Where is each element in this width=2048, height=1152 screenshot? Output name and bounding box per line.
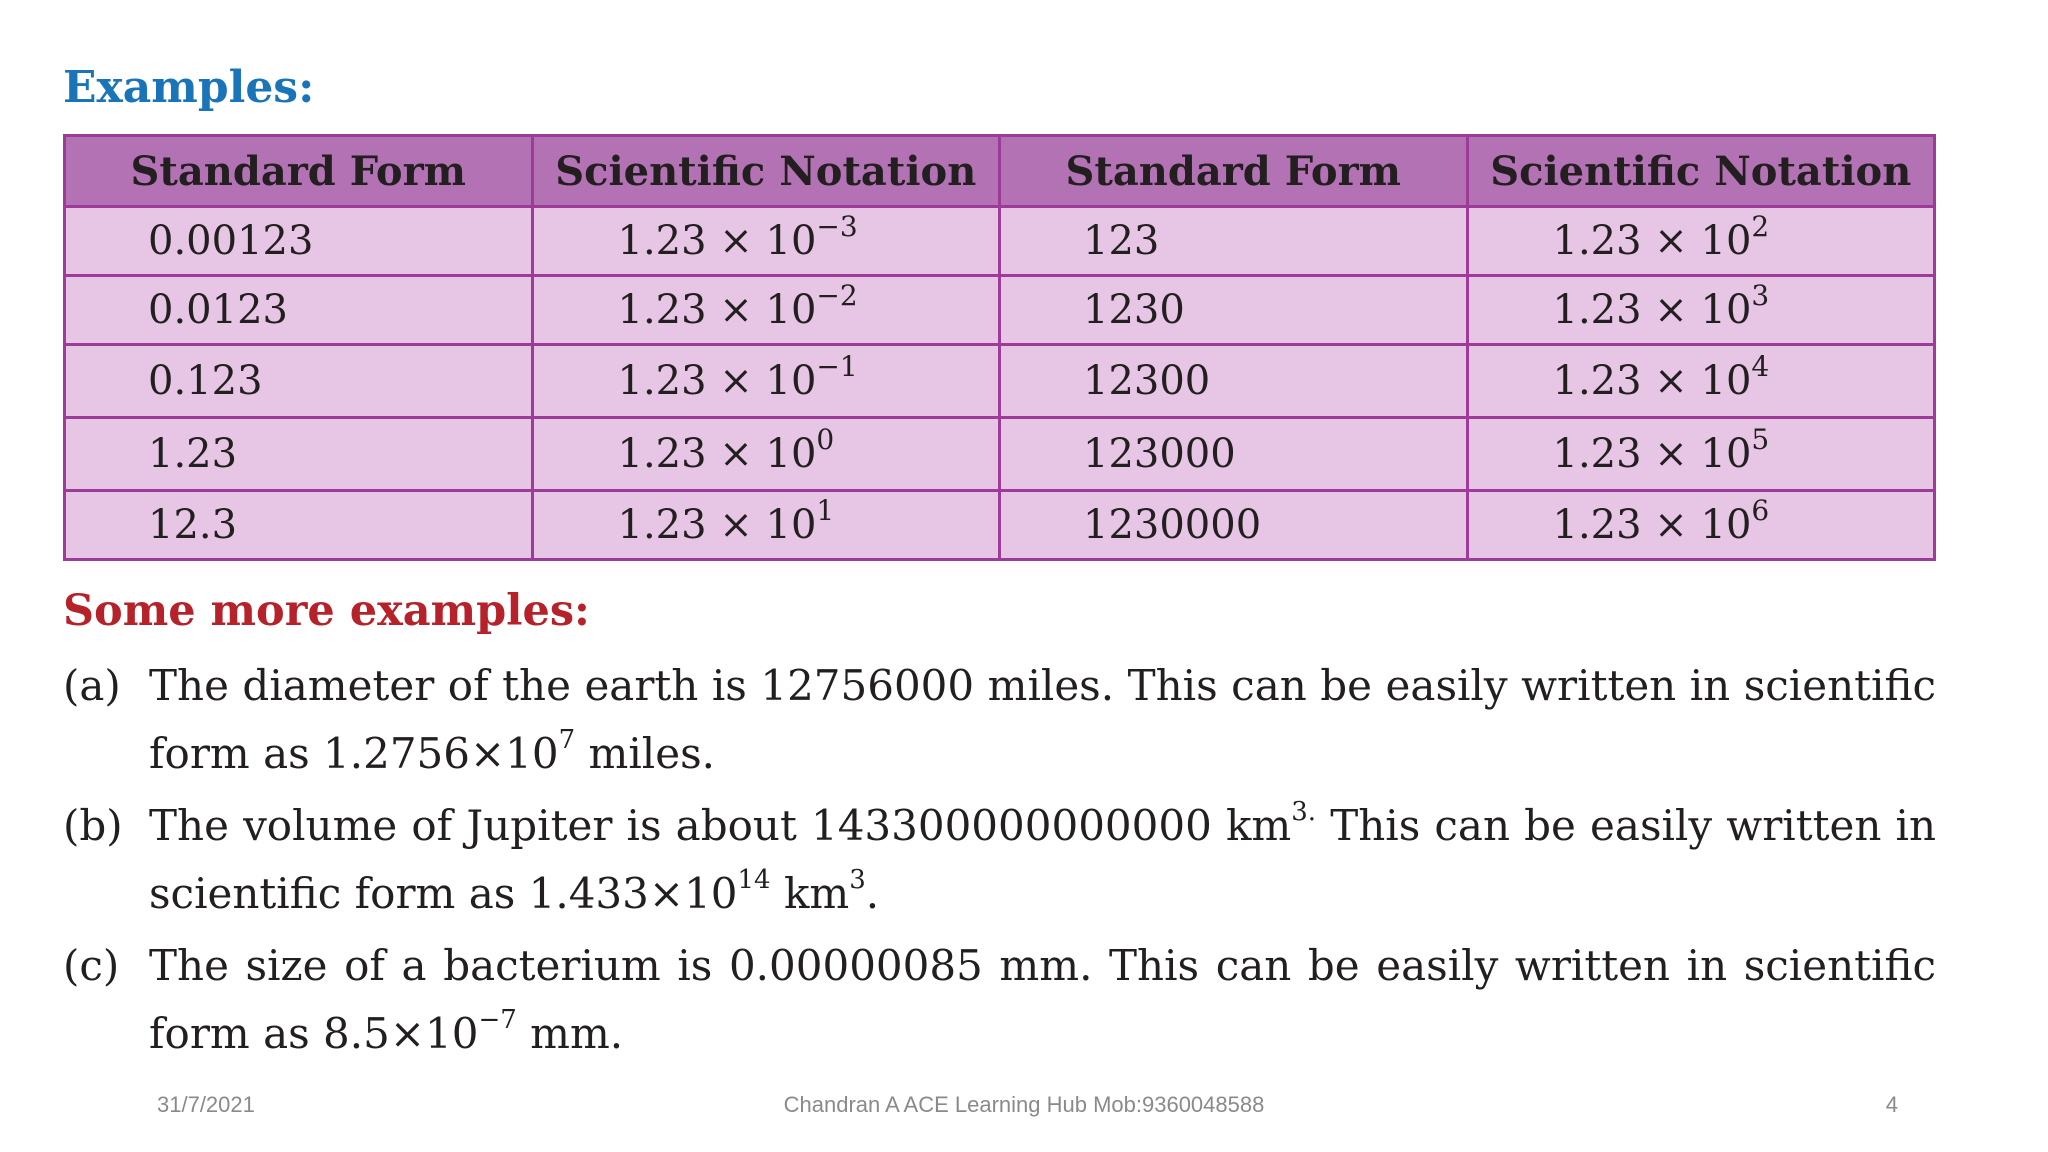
standard-form-cell: 1.23 <box>65 418 533 491</box>
slide-number: 4 <box>1885 1092 1898 1117</box>
scientific-notation-cell: $1.23 \times 10^5$ <box>1467 418 1935 491</box>
footer-credit: Chandran A ACE Learning Hub Mob:9360048588 <box>783 1092 1265 1117</box>
example-b <box>63 792 1936 928</box>
table-row <box>65 276 1935 345</box>
example-text: The diameter of the earth is 12756000 miles. This can be easily written in scientific form as $1.2756\times 10^7$ miles. <box>149 661 1936 778</box>
footer-date: 31/7/2021 <box>157 1092 255 1117</box>
scientific-notation-table <box>63 134 1936 561</box>
header-scientific-notation: Scientific Notation <box>1467 136 1935 207</box>
standard-form-cell: 123000 <box>1000 418 1468 491</box>
standard-form-cell: 0.00123 <box>65 207 533 276</box>
header-standard-form: Standard Form <box>65 136 533 207</box>
standard-form-cell: 1230000 <box>1000 491 1468 560</box>
example-text: The volume of Jupiter is about 143300000000000 $km^{3.}$ This can be easily written in scientific form as $1.433\times 10^{14}$ $km^3$. <box>149 797 1937 918</box>
example-a <box>63 652 1936 788</box>
table-row <box>65 207 1935 276</box>
scientific-notation-cell: $1.23 \times 10^6$ <box>1467 491 1935 560</box>
more-examples-heading: Some more examples: <box>63 586 590 636</box>
scientific-notation-cell: $1.23 \times 10^{-1}$ <box>532 345 1000 418</box>
scientific-notation-cell: $1.23 \times 10^2$ <box>1467 207 1935 276</box>
header-standard-form: Standard Form <box>1000 136 1468 207</box>
table-row <box>65 491 1935 560</box>
standard-form-cell: 123 <box>1000 207 1468 276</box>
scientific-notation-cell: $1.23 \times 10^3$ <box>1467 276 1935 345</box>
standard-form-cell: 1230 <box>1000 276 1468 345</box>
table-row <box>65 345 1935 418</box>
standard-form-cell: 0.0123 <box>65 276 533 345</box>
example-text: The size of a bacterium is 0.00000085 mm. This can be easily written in scientific form as $8.5\times 10^{-7}$ mm. <box>149 941 1936 1058</box>
table-row <box>65 418 1935 491</box>
example-label: (b) <box>63 801 123 850</box>
table-header-row <box>65 136 1935 207</box>
standard-form-cell: 12.3 <box>65 491 533 560</box>
standard-form-cell: 0.123 <box>65 345 533 418</box>
example-label: (a) <box>63 661 121 710</box>
scientific-notation-cell: $1.23 \times 10^{-2}$ <box>532 276 1000 345</box>
standard-form-cell: 12300 <box>1000 345 1468 418</box>
scientific-notation-cell: $1.23 \times 10^1$ <box>532 491 1000 560</box>
example-label: (c) <box>63 941 120 990</box>
scientific-notation-cell: $1.23 \times 10^0$ <box>532 418 1000 491</box>
header-scientific-notation: Scientific Notation <box>532 136 1000 207</box>
scientific-notation-cell: $1.23 \times 10^4$ <box>1467 345 1935 418</box>
scientific-notation-cell: $1.23 \times 10^{-3}$ <box>532 207 1000 276</box>
examples-heading: Examples: <box>63 62 315 113</box>
example-c <box>63 932 1936 1068</box>
